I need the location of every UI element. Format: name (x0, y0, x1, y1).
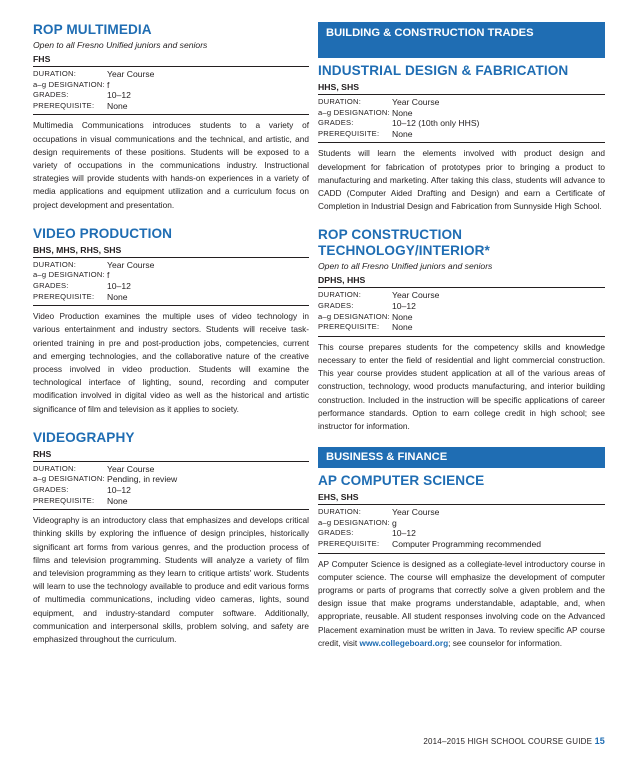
detail-grades (318, 301, 605, 312)
detail-label: DURATION: (33, 259, 77, 269)
detail-prerequisite (33, 292, 309, 303)
detail-label: DURATION: (33, 69, 77, 78)
detail-grades (33, 281, 309, 292)
detail-label: GRADES: (318, 528, 354, 538)
detail-grades (33, 90, 309, 101)
detail-value: 10–12 (107, 484, 131, 495)
course-description: Video Production examines the multiple uses of video technology in various entertainment and industry sectors. Students will receive task-oriented training in pre and post-production jobs, competencies, current and emerging technologies, and the collaborative nature of the creative process involved in video production. Students will examine the technological interface of lighting, sound, recording and computer modification involved in digital video as well as the historical and artistic significance of film and television as it applies to society. (33, 311, 309, 414)
detail-label: PREREQUISITE: (33, 100, 95, 110)
course-title: ROP CONSTRUCTION TECHNOLOGY/INTERIOR* (318, 227, 490, 259)
detail-value: Year Course (392, 290, 440, 301)
section-banner-construction: BUILDING & CONSTRUCTION TRADES (318, 22, 605, 58)
detail-grades (318, 528, 605, 539)
course-schools: HHS, SHS (318, 81, 605, 95)
detail-value: Pending, in review (107, 474, 178, 485)
collegeboard-link[interactable]: www.collegeboard.org (359, 637, 449, 648)
detail-label: PREREQUISITE: (318, 538, 380, 548)
detail-value: None (392, 311, 413, 322)
detail-label: a–g DESIGNATION: (318, 311, 390, 321)
course-ap-computer-science (318, 473, 605, 650)
course-details (318, 507, 605, 553)
detail-grades (33, 485, 309, 496)
detail-value: None (107, 100, 128, 111)
detail-duration (33, 69, 309, 80)
detail-label: DURATION: (318, 97, 362, 106)
detail-label: GRADES: (33, 280, 69, 290)
course-details (33, 260, 309, 306)
detail-value: None (392, 107, 413, 118)
detail-value: Year Course (107, 69, 155, 79)
detail-prerequisite (33, 101, 309, 112)
course-schools: DPHS, HHS (318, 274, 605, 288)
detail-label: PREREQUISITE: (33, 495, 95, 505)
detail-value: Year Course (107, 259, 155, 270)
course-details (33, 69, 309, 115)
course-subtitle: Open to all Fresno Unified juniors and seniors (318, 261, 493, 272)
detail-value: g (392, 517, 397, 528)
course-rop-multimedia (33, 22, 309, 212)
detail-value: Year Course (392, 507, 440, 518)
detail-label: a–g DESIGNATION: (33, 79, 105, 89)
course-description (318, 558, 605, 650)
detail-label: PREREQUISITE: (318, 128, 380, 138)
detail-label: GRADES: (33, 484, 69, 494)
course-rop-construction (318, 227, 605, 433)
course-title: AP COMPUTER SCIENCE (318, 473, 485, 489)
course-subtitle: Open to all Fresno Unified juniors and seniors (33, 40, 208, 50)
detail-prerequisite (318, 129, 605, 140)
course-schools: FHS (33, 53, 309, 67)
detail-label: DURATION: (33, 463, 77, 473)
course-description: Videography is an introductory class that emphasizes and develops critical thinking skills by exploring the influence of design principles, historically significant art forms from various genres, and the production process of films and television programming. Students will analyze a variety of film and television programming as they learn to critique artists' work. Students will learn to use the technology available to produce and edit various forms of multimedia communications, including video cameras, lights, sound equipment, and industry-standard computer software. Additionally, communication and interpersonal skills, problem solving, and safety are emphasized throughout the curriculum. (33, 515, 309, 644)
detail-prerequisite (318, 539, 605, 550)
detail-label: GRADES: (318, 118, 354, 128)
detail-label: a–g DESIGNATION: (33, 270, 105, 280)
course-title: INDUSTRIAL DESIGN & FABRICATION (318, 63, 569, 78)
detail-value: None (392, 128, 413, 139)
detail-value: None (107, 291, 128, 302)
detail-grades (318, 118, 605, 129)
detail-duration (318, 507, 605, 518)
detail-label: PREREQUISITE: (33, 291, 95, 301)
detail-value: Year Course (107, 463, 155, 474)
detail-designation (318, 108, 605, 119)
detail-value: 10–12 (392, 300, 416, 311)
course-video-production (33, 226, 309, 416)
description-text: AP Computer Science is designed as a collegiate-level introductory course in computer science. The course will emphasize the development of computer programs or parts of programs that correctly solve a given problem and the design issue that make programs understandable, adaptable, and, when appropriate, reusable. All student responses involving code on the Advanced Placement examination must be written in Java. To review specific AP course credit, visit (318, 558, 605, 648)
detail-value: Year Course (392, 97, 440, 107)
detail-value: None (107, 495, 128, 506)
detail-duration (33, 260, 309, 271)
course-schools: EHS, SHS (318, 491, 605, 505)
course-industrial-design (318, 63, 605, 213)
footer-guide-text: 2014–2015 HIGH SCHOOL COURSE GUIDE (423, 737, 593, 746)
detail-value: Computer Programming recommended (392, 538, 542, 549)
course-description: This course prepares students for the competency skills and knowledge necessary to enter the field of residential and light commercial construction. This year course provides student application at all of the various areas of construction, technology, wood products manufacturing, and interior building construction. Included in the instruction will be specific applications of career performance standards. Option to earn college credit in high school; see instructor for information. (318, 341, 605, 431)
course-schools: RHS (33, 448, 309, 462)
detail-prerequisite (318, 322, 605, 333)
detail-label: a–g DESIGNATION: (33, 474, 105, 484)
right-column (318, 22, 605, 664)
detail-label: DURATION: (318, 507, 362, 517)
detail-duration (33, 464, 309, 475)
detail-value: 10–12 (392, 528, 416, 539)
course-videography (33, 430, 309, 646)
detail-label: a–g DESIGNATION: (318, 107, 390, 117)
detail-designation (33, 474, 309, 485)
course-title: VIDEO PRODUCTION (33, 225, 173, 241)
course-title: VIDEOGRAPHY (33, 429, 135, 445)
detail-value: f (107, 270, 110, 281)
detail-designation (33, 270, 309, 281)
detail-label: GRADES: (318, 300, 354, 310)
page-number: 15 (594, 736, 605, 746)
detail-label: PREREQUISITE: (318, 322, 380, 332)
course-title: ROP MULTIMEDIA (33, 22, 152, 37)
detail-designation (318, 518, 605, 529)
course-description: Multimedia Communications introduces students to a variety of occupations in visual communications and the technical, and artistic, and design requirements of these positions. Students will be exposed to a variety of occupations in the communications industry. Instructional strategies will provide students with hands-on experiences in a variety of media applications and equipment utilization and a curriculum focus on project development and presentation. (33, 120, 309, 210)
detail-designation (33, 80, 309, 91)
detail-label: a–g DESIGNATION: (318, 517, 390, 527)
description-text-end: ; see counselor for information. (448, 637, 563, 648)
detail-value: 10–12 (10th only HHS) (392, 118, 480, 129)
detail-value: f (107, 79, 110, 90)
detail-label: DURATION: (318, 290, 362, 300)
detail-prerequisite (33, 496, 309, 507)
page-footer (423, 736, 605, 747)
course-details (318, 290, 605, 336)
detail-value: 10–12 (107, 280, 131, 291)
course-details (318, 97, 605, 143)
detail-duration (318, 97, 605, 108)
detail-duration (318, 290, 605, 301)
course-details (33, 464, 309, 510)
section-banner-business: BUSINESS & FINANCE (318, 447, 605, 468)
detail-designation (318, 312, 605, 323)
detail-value: None (392, 322, 413, 333)
detail-label: GRADES: (33, 90, 69, 100)
course-description: Students will learn the elements involved with product design and development for fabrication of prototypes prior to bringing a product to manufacturing and marketing. After taking this class, students will advance to CADD (Computer Aided Drafting and Design) and earn a Certificate of Completion in Industrial Design and Fabrication from Sunnyside High School. (318, 148, 605, 212)
left-column (33, 22, 309, 660)
detail-value: 10–12 (107, 90, 131, 101)
course-schools: BHS, MHS, RHS, SHS (33, 244, 309, 258)
